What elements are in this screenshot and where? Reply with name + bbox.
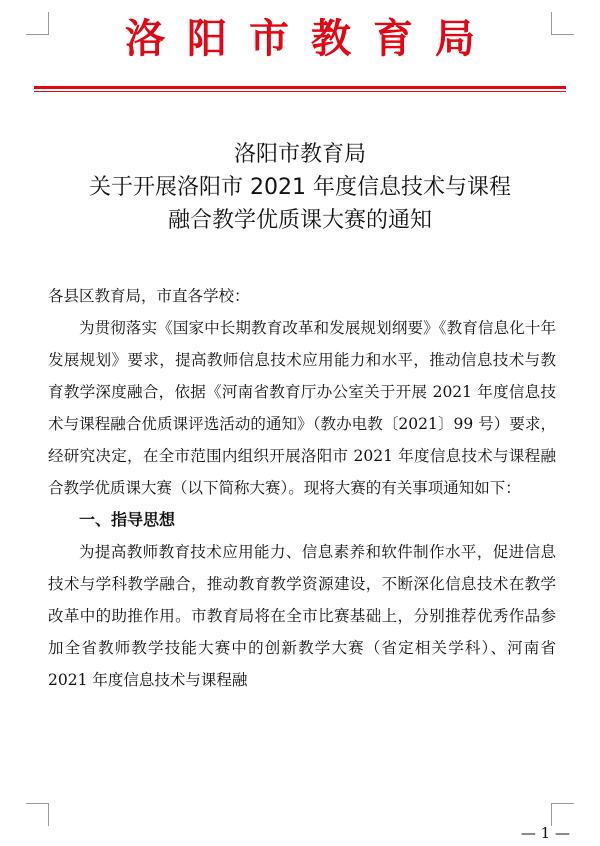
salutation: 各县区教育局，市直各学校： [48,287,250,305]
letterhead-org-name: 洛阳市教育局 [125,16,497,62]
page-number: — 1 — [520,824,570,842]
crop-mark-bottom-right [551,803,574,826]
paragraph-guiding-principle: 为提高教师教育技术应用能力、信息素养和软件制作水平，促进信息技术与学科教学融合，推动教育教学资源建设，不断深化信息技术在教学改革中的助推作用。市教育局将在全市比赛基础上，分别推荐优秀作品参加全省教师教学技能大赛中的创新教学大赛（省定相关学科）、河南省 2021 年度信息技术与课程融 [48,543,556,689]
section-heading-1: 一、指导思想 [79,510,176,529]
crop-mark-bottom-left [26,803,49,826]
title-line-1: 洛阳市教育局 [233,142,366,167]
paragraph-intro: 为贯彻落实《国家中长期教育改革和发展规划纲要》《教育信息化十年发展规划》要求，提高教师信息技术应用能力和水平，推动信息技术与教育教学深度融合，依据《河南省教育厅办公室关于开展 2021 年度信息技术与课程融合优质课评选活动的通知》（教办电教〔2021〕99 号）要求，经研究决定，在全市范围内组织开展洛阳市 2021 年度信息技术与课程融合教学优质课大赛（以下简称大赛）。现将大赛的有关事项通知如下： [48,319,556,497]
letterhead-rule-thin [34,91,566,92]
document-title [0,138,600,237]
title-line-3: 融合教学优质课大赛的通知 [167,208,432,233]
title-line-2: 关于开展洛阳市 2021 年度信息技术与课程 [89,175,511,200]
letterhead-rule-thick [34,86,566,89]
document-body [48,280,556,696]
